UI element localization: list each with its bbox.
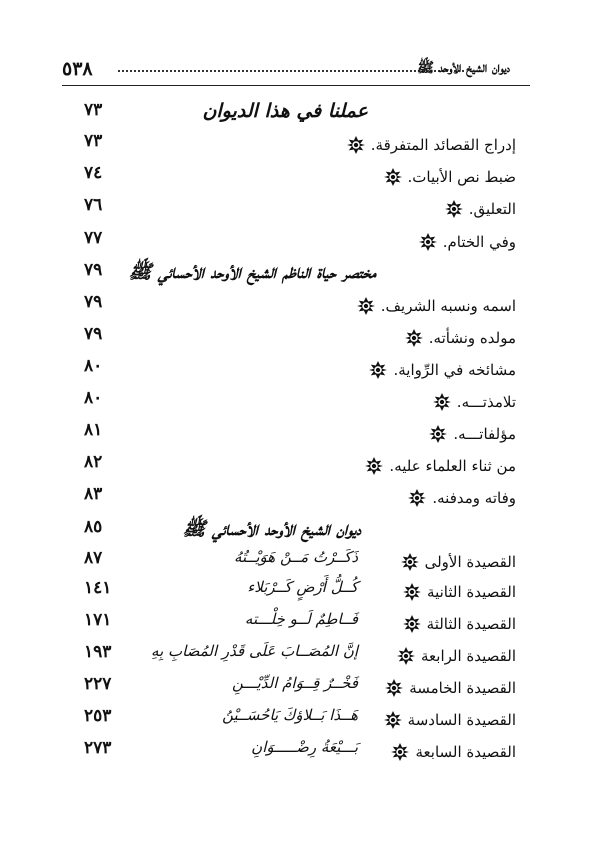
toc-page-number: ٧٣ bbox=[84, 100, 103, 120]
ornament-star-icon bbox=[385, 679, 403, 697]
toc-page-number: ١٩٣ bbox=[84, 642, 112, 662]
toc-page-number: ٧٩ bbox=[84, 292, 103, 312]
toc-page-number: ٧٣ bbox=[84, 131, 103, 151]
poem-opening-verse: كُــلُّ أَرْضٍ كَــرْبَلاء bbox=[247, 578, 358, 596]
toc-page-number: ٢٧٣ bbox=[84, 738, 112, 758]
poem-title: القصيدة السابعة bbox=[415, 743, 516, 761]
toc-page-number: ٧٤ bbox=[84, 163, 103, 183]
toc-entry-text: ضبط نص الأبيات. bbox=[407, 168, 516, 186]
toc-section-heading bbox=[84, 260, 516, 288]
toc-page-number: ٨٠ bbox=[84, 356, 103, 376]
toc-entry-text: مؤلفاتـــه. bbox=[453, 425, 516, 443]
toc-entry-text: مشائخه في الرِّواية. bbox=[393, 361, 516, 379]
toc-poem-entry bbox=[84, 548, 516, 576]
toc-entry bbox=[84, 324, 516, 352]
toc-page-number: ٧٩ bbox=[84, 324, 103, 344]
ornament-star-icon bbox=[357, 297, 375, 315]
section-heading-text: مختصر حياة الناظم الشيخ الأوحد الأحسائي ﷺ bbox=[128, 261, 376, 283]
toc-entry bbox=[84, 452, 516, 480]
section-heading-text: ديوان الشيخ الأوحد الأحسائي ﷺ bbox=[182, 518, 361, 540]
header-dotted-leader bbox=[118, 64, 464, 72]
toc-page-number: ١٤١ bbox=[84, 578, 112, 598]
toc-poem-entry bbox=[84, 610, 516, 638]
toc-page-number: ١٧١ bbox=[84, 610, 112, 630]
page-number: ٥٣٨ bbox=[62, 58, 93, 80]
poem-opening-verse: إنَّ المُصَــابَ عَلَى قَدْرِ المُصَابِ بِهِ bbox=[151, 642, 358, 660]
toc-entry-text: من ثناء العلماء عليه. bbox=[389, 457, 516, 475]
toc-entry bbox=[84, 292, 516, 320]
toc-entry bbox=[84, 388, 516, 416]
ornament-star-icon bbox=[384, 168, 402, 186]
poem-opening-verse: فَخْــرٌ قِــوَامُ الدِّيْـــنِ bbox=[231, 674, 358, 692]
ornament-star-icon bbox=[401, 553, 419, 571]
toc-entry bbox=[84, 356, 516, 384]
running-header-title: ديوان الشيخ الأوحد ﷺ bbox=[417, 60, 510, 76]
ornament-star-icon bbox=[419, 233, 437, 251]
ornament-star-icon bbox=[403, 615, 421, 633]
poem-title: القصيدة السادسة bbox=[407, 711, 516, 729]
toc-page-number: ٨٧ bbox=[84, 548, 103, 568]
toc-page-number: ٧٩ bbox=[84, 260, 103, 280]
toc-entry-text: إدراج القصائد المتفرقة. bbox=[370, 136, 516, 154]
toc-entry bbox=[84, 484, 516, 512]
toc-poem-entry bbox=[84, 578, 516, 606]
ornament-star-icon bbox=[429, 425, 447, 443]
poem-opening-verse: فَــاطِمٌ لَــو خِلْـــته bbox=[244, 610, 358, 628]
poem-opening-verse: هَــذَا بَــلاؤكَ يَاحُسَــيْنُ bbox=[222, 706, 358, 724]
section-heading-text: عملنا في هذا الديوان bbox=[202, 100, 368, 122]
ornament-star-icon bbox=[397, 647, 415, 665]
ornament-star-icon bbox=[369, 361, 387, 379]
toc-entry-text: وفي الختام. bbox=[442, 233, 516, 251]
toc-entry-text: مولده ونشأته. bbox=[428, 329, 516, 347]
poem-title: القصيدة الثانية bbox=[427, 583, 516, 601]
ornament-star-icon bbox=[433, 393, 451, 411]
toc-page-number: ٢٥٣ bbox=[84, 706, 112, 726]
poem-title: القصيدة الأولى bbox=[424, 553, 516, 571]
toc-page-number: ٨٣ bbox=[84, 484, 103, 504]
toc-entry bbox=[84, 195, 516, 223]
toc-poem-entry bbox=[84, 738, 516, 766]
toc-page-number: ٢٢٧ bbox=[84, 674, 112, 694]
toc-page-number: ٨٥ bbox=[84, 517, 103, 537]
header-rule bbox=[62, 85, 530, 86]
ornament-star-icon bbox=[403, 583, 421, 601]
toc-entry bbox=[84, 420, 516, 448]
poem-title: القصيدة الخامسة bbox=[409, 679, 516, 697]
ornament-star-icon bbox=[365, 457, 383, 475]
toc-entry bbox=[84, 228, 516, 256]
toc-entry-text: وفاته ومدفنه. bbox=[432, 489, 516, 507]
poem-title: القصيدة الرابعة bbox=[421, 647, 516, 665]
toc-section-heading bbox=[84, 517, 516, 545]
ornament-star-icon bbox=[391, 743, 409, 761]
ornament-star-icon bbox=[408, 489, 426, 507]
toc-entry-text: التعليق. bbox=[468, 200, 516, 218]
toc-poem-entry bbox=[84, 642, 516, 670]
poem-title: القصيدة الثالثة bbox=[426, 615, 516, 633]
toc-section-heading bbox=[84, 100, 516, 128]
poem-opening-verse: ذَكَــرْتُ مَــنْ هَوَيْــتُهُ bbox=[234, 548, 358, 566]
ornament-star-icon bbox=[405, 329, 423, 347]
ornament-star-icon bbox=[384, 711, 402, 729]
toc-entry-text: تلامذتـــه. bbox=[456, 393, 516, 411]
toc-poem-entry bbox=[84, 706, 516, 734]
toc-page-number: ٧٦ bbox=[84, 195, 103, 215]
ornament-star-icon bbox=[445, 200, 463, 218]
toc-page-number: ٨٢ bbox=[84, 452, 103, 472]
poem-opening-verse: بَـــيْعَةُ رِضْـــــوَانِ bbox=[251, 738, 358, 756]
toc-entry bbox=[84, 163, 516, 191]
toc-poem-entry bbox=[84, 674, 516, 702]
toc-entry-text: اسمه ونسبه الشريف. bbox=[380, 297, 516, 315]
toc-page-number: ٧٧ bbox=[84, 228, 103, 248]
ornament-star-icon bbox=[347, 136, 365, 154]
toc-page-number: ٨٠ bbox=[84, 388, 103, 408]
toc-entry bbox=[84, 131, 516, 159]
toc-page-number: ٨١ bbox=[84, 420, 103, 440]
